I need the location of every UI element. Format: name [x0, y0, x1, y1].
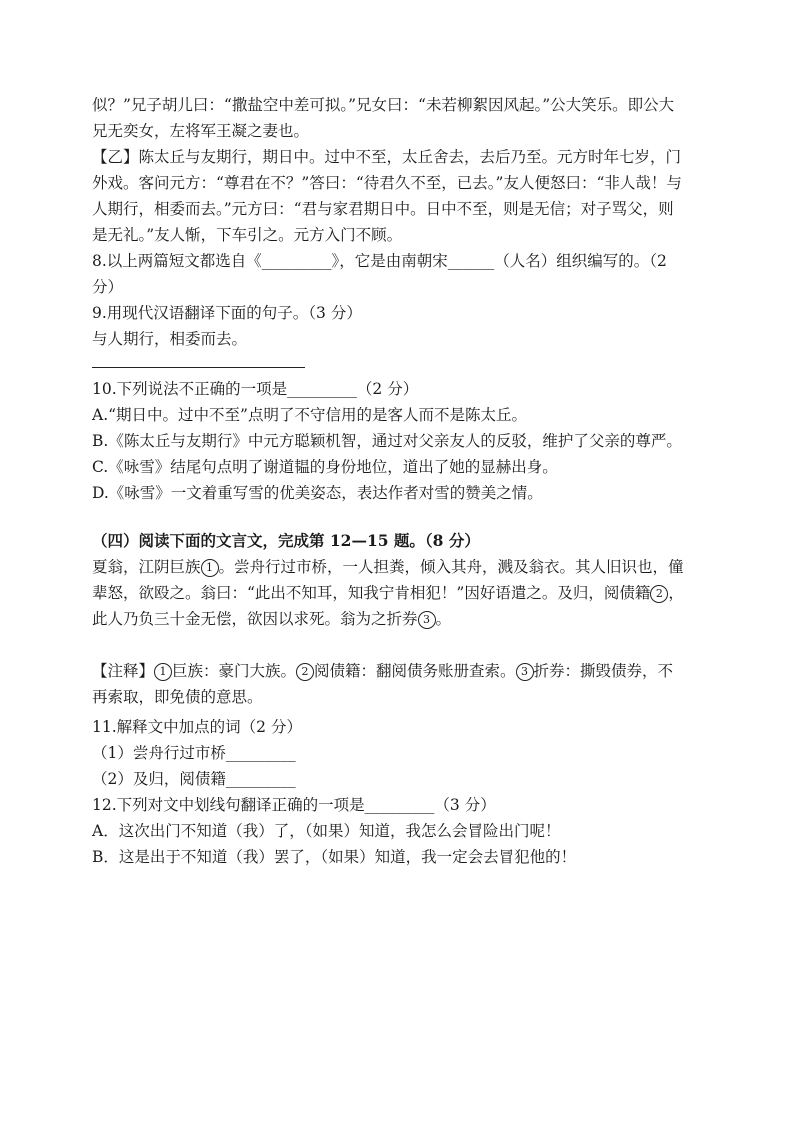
circled-number-2: 2	[296, 663, 314, 681]
circled-number-1: 1	[201, 559, 219, 577]
question-12-option-a: A．这次出门不知道（我）了，（如果）知道，我怎么会冒险出门呢！	[92, 822, 561, 840]
text-line: 人期行，相委而去。”元方曰：“君与家君期日中。日中不至，则是无信；对子骂父，则	[92, 200, 674, 218]
circled-number-3: 3	[516, 663, 534, 681]
annotation-line-1: 【注释】 1 巨族：豪门大族。 2 阅债籍：翻阅债务账册查索。 3 折券：撕毁债券，不	[92, 662, 674, 680]
text-line: 是无礼。”友人惭，下车引之。元方入门不顾。	[92, 226, 403, 244]
option-a: A.“期日中。过中不至”点明了不守信用的是客人而不是陈太丘。	[92, 406, 527, 424]
answer-blank-line	[92, 366, 305, 368]
section-4-heading: （四）阅读下面的文言文，完成第 12—15 题。（8 分）	[92, 531, 480, 550]
question-9: 9.用现代汉语翻译下面的句子。（3 分）	[92, 304, 362, 322]
passage-line-2: 辈怒，欲殴之。翁曰：“此出不知耳，知我宁肯相犯！”因好语遣之。及归，阅债籍 2 ，	[92, 584, 684, 602]
text-line: 似？”兄子胡儿曰：“撒盐空中差可拟。”兄女曰：“未若柳絮因风起。”公大笑乐。即公大	[92, 96, 675, 114]
question-12-option-b: B．这是出于不知道（我）罢了，（如果）知道，我一定会去冒犯他的！	[92, 848, 577, 866]
question-8: 8.以上两篇短文都选自《_________》，它是由南朝宋______（人名）组织编写的。（2	[92, 252, 667, 270]
text-line: 兄无奕女，左将军王凝之妻也。	[92, 122, 310, 140]
option-c: C.《咏雪》结尾句点明了谢道韫的身份地位，道出了她的显赫出身。	[92, 458, 558, 476]
passage-line-1: 夏翁，江阴巨族 1 。尝舟行过市桥，一人担粪，倾入其舟，溅及翁衣。其人旧识也，僮	[92, 558, 684, 576]
circled-number-3: 3	[418, 611, 436, 629]
question-11: 11.解释文中加点的词（2 分）	[92, 718, 302, 736]
question-8-cont: 分）	[92, 278, 124, 296]
question-10: 10.下列说法不正确的一项是_________（2 分）	[92, 380, 419, 398]
option-b: B.《陈太丘与友期行》中元方聪颖机智，通过对父亲友人的反驳，维护了父亲的尊严。	[92, 432, 682, 450]
passage-line-3: 此人乃负三十金无偿，欲因以求死。翁为之折券 3 。	[92, 610, 452, 628]
circled-number-1: 1	[154, 663, 172, 681]
option-d: D.《咏雪》一文着重写雪的优美姿态，表达作者对雪的赞美之情。	[92, 484, 543, 502]
annotation-line-2: 再索取，即免债的意思。	[92, 688, 263, 706]
circled-number-2: 2	[650, 585, 668, 603]
question-12: 12.下列对文中划线句翻译正确的一项是_________（3 分）	[92, 796, 496, 814]
text-line: 【乙】陈太丘与友期行，期日中。过中不至，太丘舍去，去后乃至。元方时年七岁，门	[92, 148, 682, 166]
text-line: 外戏。客问元方：“尊君在不？”答曰：“待君久不至，已去。”友人便怒曰：“非人哉！与	[92, 174, 682, 192]
question-9-sentence: 与人期行，相委而去。	[92, 330, 248, 348]
exam-page	[92, 92, 714, 870]
question-11-item-2: （2）及归，阅债籍_________	[92, 770, 296, 788]
question-11-item-1: （1）尝舟行过市桥_________	[92, 744, 296, 762]
